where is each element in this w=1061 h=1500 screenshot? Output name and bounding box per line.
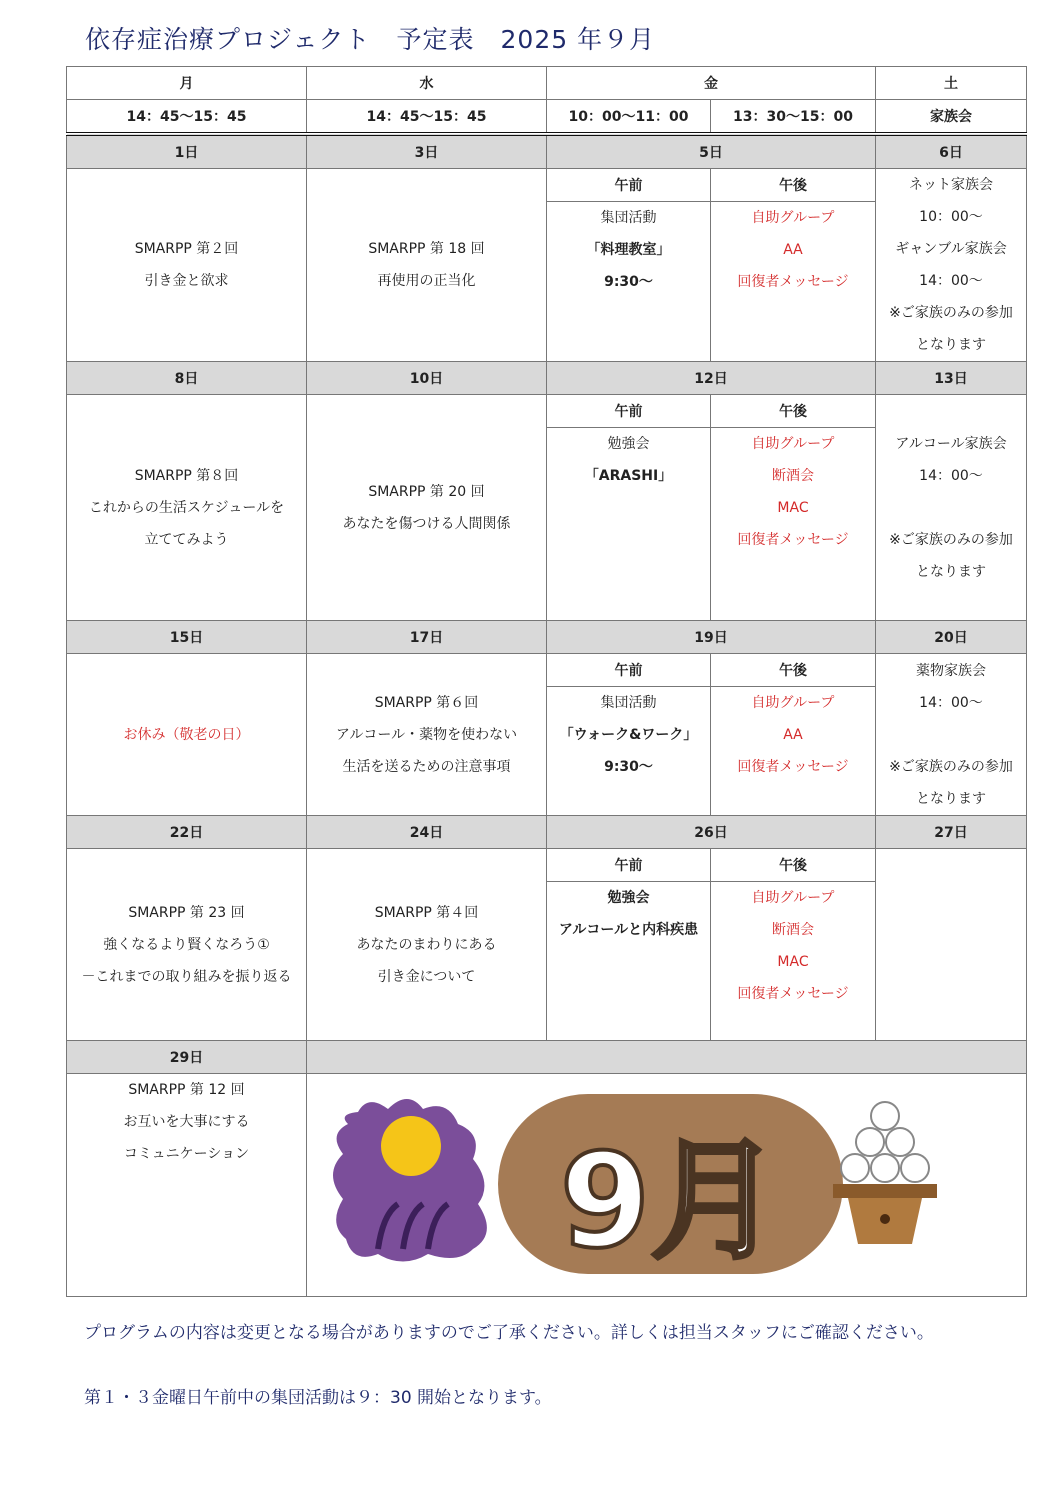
cell-line: 9:30〜: [604, 759, 653, 775]
cell-line: 薬物家族会: [916, 662, 986, 679]
label-pm: 午後: [711, 169, 876, 202]
date-cell: 20日: [876, 621, 1027, 654]
cell-line: アルコールと内科疾患: [558, 922, 699, 938]
cell-line: 回復者メッセージ: [737, 986, 849, 1002]
time-mon: 14：45〜15：45: [67, 100, 307, 135]
date-cell: 22日: [67, 816, 307, 849]
cell-line: 立ててみよう: [144, 531, 229, 548]
label-am: 午前: [547, 654, 711, 687]
date-cell: 15日: [67, 621, 307, 654]
cell-line: 「料理教室」: [586, 242, 671, 259]
date-cell: 26日: [547, 816, 876, 849]
cell-line: ※ご家族のみの参加: [889, 305, 1013, 321]
cell-mon: [67, 169, 307, 362]
cell-line: SMARPP 第 23 回: [128, 904, 245, 921]
cell-line: 10：00〜: [919, 209, 983, 225]
cell-last-mon: [67, 1074, 307, 1297]
cell-mon: [67, 654, 307, 816]
cell-line: 自助グループ: [751, 210, 835, 227]
cell-line: [876, 719, 1026, 751]
cell-line: MAC: [777, 954, 809, 970]
cell-fri-pm: [711, 428, 876, 621]
cell-line: 引き金について: [377, 968, 476, 985]
cell-line: となります: [916, 790, 986, 807]
cell-line: 強くなるより賢くなろう①: [103, 936, 270, 953]
cell-line: 「ARASHI」: [584, 468, 673, 484]
cell-fri-am: [547, 428, 711, 621]
cell-line: AA: [783, 727, 803, 743]
page-title: 依存症治療プロジェクト 予定表 2025 年９月: [85, 25, 656, 54]
month-badge: [498, 1094, 843, 1277]
header-fri: 金: [547, 67, 876, 100]
header-sat: 土: [876, 67, 1027, 100]
date-cell: 17日: [307, 621, 547, 654]
label-pm: 午後: [711, 395, 876, 428]
cell-fri-am: [547, 202, 711, 362]
cell-wed: [307, 395, 547, 621]
cell-mon: [67, 395, 307, 621]
month-text: 9月: [559, 1125, 780, 1277]
cell-line: 集団活動: [600, 210, 657, 227]
time-fri-pm: 13：30〜15：00: [711, 100, 876, 135]
cell-line: となります: [916, 337, 986, 353]
cell-line: となります: [916, 563, 986, 580]
date-cell: 3日: [307, 134, 547, 169]
cell-line: 14：00〜: [919, 273, 983, 289]
cell-line: 自助グループ: [751, 890, 835, 906]
cell-line: AA: [783, 242, 803, 259]
date-cell: 1日: [67, 134, 307, 169]
cell-line: ※ご家族のみの参加: [889, 531, 1013, 548]
cell-line: 回復者メッセージ: [737, 532, 849, 548]
time-sat: 家族会: [876, 100, 1027, 135]
cell-line: －これまでの取り組みを振り返る: [81, 968, 292, 985]
label-am: 午前: [547, 849, 711, 882]
cell-line: 14：00〜: [919, 694, 983, 711]
cell-line: 回復者メッセージ: [737, 274, 849, 291]
cell-line: 断酒会: [772, 922, 814, 938]
cell-mon: [67, 849, 307, 1041]
date-cell: 19日: [547, 621, 876, 654]
cell-line: アルコール・薬物を使わない: [335, 726, 518, 743]
cell-sat: [876, 395, 1027, 621]
date-cell: 29日: [67, 1041, 307, 1074]
cell-sat: [876, 654, 1027, 816]
cell-line: 引き金と欲求: [144, 273, 229, 289]
date-cell: 8日: [67, 362, 307, 395]
date-cell: 6日: [876, 134, 1027, 169]
cell-wed: [307, 654, 547, 816]
date-cell: 10日: [307, 362, 547, 395]
date-cell: 27日: [876, 816, 1027, 849]
time-wed: 14：45〜15：45: [307, 100, 547, 135]
note-change: プログラムの内容は変更となる場合がありますのでご了承ください。詳しくは担当スタッフにご確認ください。: [84, 1323, 934, 1343]
cell-line: 再使用の正当化: [377, 273, 476, 289]
moon-icon: [381, 1116, 441, 1176]
cell-line: SMARPP 第８回: [134, 467, 239, 484]
cell-line: お休み（敬老の日）: [123, 726, 250, 743]
time-fri-am: 10：00〜11：00: [547, 100, 711, 135]
cell-line: 14：00〜: [919, 467, 983, 484]
cell-line: 回復者メッセージ: [737, 759, 849, 775]
cell-line: ※ご家族のみの参加: [889, 758, 1013, 775]
cell-line: SMARPP 第６回: [374, 694, 479, 711]
cell-line: お互いを大事にする: [123, 1114, 250, 1130]
cell-line: 断酒会: [772, 468, 814, 484]
tsukimi-dango-icon: [833, 1102, 937, 1244]
cell-fri-pm: [711, 687, 876, 816]
cell-line: アルコール家族会: [895, 435, 1007, 452]
date-cell: 12日: [547, 362, 876, 395]
cell-line: SMARPP 第 12 回: [128, 1082, 245, 1098]
date-cell: 24日: [307, 816, 547, 849]
date-cell: 5日: [547, 134, 876, 169]
note-start-time: 第１・３金曜日午前中の集団活動は９：30 開始となります。: [84, 1388, 552, 1408]
cell-wed: [307, 849, 547, 1041]
cell-line: 勉強会: [607, 890, 650, 906]
cell-line: あなたのまわりにある: [356, 936, 497, 953]
cell-sat: [876, 169, 1027, 362]
cell-line: SMARPP 第２回: [134, 241, 239, 257]
illustration-cell: [307, 1074, 1027, 1297]
cell-fri-am: [547, 882, 711, 1041]
cell-line: コミュニケーション: [123, 1146, 250, 1162]
cell-line: あなたを傷つける人間関係: [342, 515, 511, 532]
cell-line: 自助グループ: [751, 695, 835, 711]
label-pm: 午後: [711, 849, 876, 882]
date-cell: 13日: [876, 362, 1027, 395]
cell-line: ネット家族会: [909, 177, 993, 193]
cell-line: MAC: [777, 500, 809, 516]
cell-fri-pm: [711, 882, 876, 1041]
cell-line: SMARPP 第４回: [374, 904, 479, 921]
cell-wed: [307, 169, 547, 362]
cell-line: これからの生活スケジュールを: [88, 499, 285, 516]
cell-line: 勉強会: [607, 436, 650, 452]
cell-line: SMARPP 第 18 回: [368, 241, 485, 257]
cell-fri-pm: [711, 202, 876, 362]
cell-line: 自助グループ: [751, 436, 835, 452]
cell-line: 「ウォーク&ワーク」: [559, 727, 698, 743]
schedule-table: [66, 66, 1027, 1297]
cell-line: [876, 492, 1026, 524]
header-wed: 水: [307, 67, 547, 100]
cell-line: ギャンブル家族会: [895, 241, 1007, 257]
cell-line: SMARPP 第 20 回: [368, 483, 485, 500]
cell-line: 9:30〜: [604, 274, 653, 291]
cell-line: 集団活動: [600, 695, 657, 711]
september-illustration: [308, 1074, 1026, 1296]
cell-fri-am: [547, 687, 711, 816]
label-am: 午前: [547, 395, 711, 428]
cell-sat: [876, 849, 1027, 1041]
date-cell-empty: [307, 1041, 1027, 1074]
label-am: 午前: [547, 169, 711, 202]
label-pm: 午後: [711, 654, 876, 687]
cell-line: 生活を送るための注意事項: [342, 758, 511, 775]
header-mon: 月: [67, 67, 307, 100]
